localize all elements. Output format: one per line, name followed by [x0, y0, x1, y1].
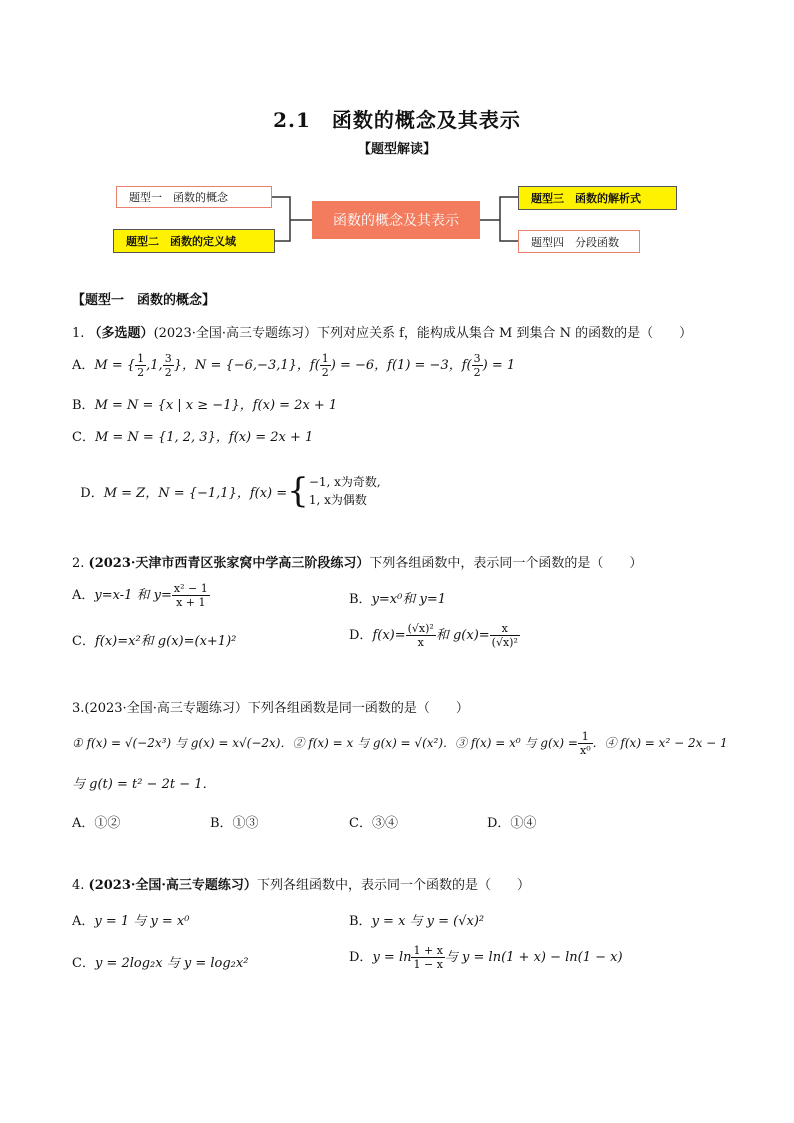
option-math: y = 2log₂x 与 y = log₂x² — [94, 956, 249, 971]
q1-option-d — [72, 458, 381, 511]
case-2: 1, x为偶数 — [308, 493, 367, 507]
q2-text: 下列各组函数中，表示同一个函数的是（ ） — [369, 556, 643, 571]
option-math: y = x 与 y = (√x)² — [371, 914, 485, 929]
q3-text: 下列各组函数是同一函数的是（ ） — [247, 701, 469, 716]
q3-line-2 — [72, 773, 216, 792]
q2-source: (2023·天津市西青区张家窝中学高三阶段练习） — [88, 556, 370, 571]
q2-option-a — [72, 582, 210, 609]
fraction: $\frac{3}{2}$ — [473, 352, 481, 379]
option-label: B． — [72, 398, 95, 413]
q4-option-b — [349, 910, 484, 929]
q3-line-1 — [72, 730, 728, 757]
q1-number: 1. — [72, 326, 85, 341]
option-label: D． — [80, 485, 104, 501]
q4-stem — [72, 874, 530, 893]
q3-option-a: A．①② — [72, 816, 121, 831]
option-math: f(x)=x²和 g(x)=(x+1)² — [94, 634, 237, 649]
q3-source: (2023·全国·高三专题练习） — [84, 701, 248, 716]
option-label: A． — [72, 914, 95, 929]
q4-option-d — [349, 944, 623, 971]
q1-option-c — [72, 426, 313, 445]
option-math: ) = −6，f(1) = −3，f( — [330, 358, 472, 373]
option-label: C． — [72, 430, 95, 445]
q4-text: 下列各组函数中，表示同一个函数的是（ ） — [256, 878, 530, 893]
option-math: }，N = {−6,−3,1}，f( — [173, 358, 320, 373]
option-math: 与 g(t) = t² − 2t − 1． — [72, 777, 216, 792]
option-math: M = Z，N = {−1,1}，f(x) = — [103, 485, 288, 501]
q1-stem — [72, 322, 692, 341]
mindmap-connectors — [0, 0, 794, 300]
q2-option-d — [349, 622, 520, 649]
q4-number: 4. — [72, 878, 85, 893]
option-math: ．④ f(x) = x² − 2x − 1 — [592, 736, 728, 750]
section-heading: 【题型一 函数的概念】 — [72, 293, 216, 308]
option-label: A． — [72, 358, 95, 373]
q2-number: 2. — [72, 556, 85, 571]
option-math: M = N = {x | x ≥ −1}，f(x) = 2x + 1 — [94, 398, 338, 413]
q2-option-c — [72, 630, 236, 649]
q3-option-b: B．①③ — [210, 816, 259, 831]
fraction: $\frac{1}{2}$ — [321, 352, 329, 379]
option-math: M = { — [94, 358, 136, 373]
q1-source: (2023·全国·高三专题练习） — [153, 326, 317, 341]
q1-tag: （多选题） — [88, 326, 154, 341]
case-1: −1, x为奇数, — [308, 475, 381, 489]
option-label: C． — [72, 634, 95, 649]
q2-option-b — [349, 588, 446, 607]
option-label: C． — [72, 956, 95, 971]
fraction: $\frac{1}{\text{x⁰}}$ — [579, 730, 591, 757]
fraction: $\frac{1}{2}$ — [137, 352, 145, 379]
option-math: y = 1 与 y = x⁰ — [94, 914, 190, 929]
fraction: $\frac{1 + x}{1 - x}$ — [413, 944, 443, 971]
option-math: y=x⁰和 y=1 — [371, 592, 446, 607]
option-math: y=x-1 和 y= — [94, 588, 172, 603]
mindmap-node-type1: 题型一 函数的概念 — [116, 186, 272, 208]
option-label: A． — [72, 588, 95, 603]
q2-stem — [72, 552, 642, 571]
q3-number: 3. — [72, 701, 85, 716]
option-label: D． — [349, 950, 373, 965]
option-math: ,1, — [146, 358, 163, 373]
piecewise-cases — [309, 473, 381, 509]
fraction: $\frac{\text{x² − 1}}{x + 1}$ — [173, 582, 208, 609]
q3-option-c: C．③④ — [349, 816, 398, 831]
option-math: y = ln — [372, 950, 412, 965]
q3-stem — [72, 697, 469, 716]
brace-icon: { — [287, 471, 309, 511]
q4-option-a — [72, 910, 189, 929]
q1-text: 下列对应关系 f，能构成从集合 M 到集合 N 的函数的是（ ） — [316, 326, 693, 341]
q3-option-d: D．①④ — [487, 816, 537, 831]
option-math: ① f(x) = √(−2x³) 与 g(x) = x√(−2x)．② f(x) = x 与 g(x) = √(x²)．③ f(x) = x⁰ 与 g(x) = — [72, 736, 578, 750]
page-subtitle: 【题型解读】 — [357, 142, 436, 157]
q1-option-a — [72, 352, 515, 379]
mindmap-node-type3: 题型三 函数的解析式 — [518, 186, 677, 210]
q4-source: (2023·全国·高三专题练习） — [88, 878, 257, 893]
page-title: 2.1 函数的概念及其表示 — [273, 108, 521, 132]
fraction: $\frac{3}{2}$ — [164, 352, 172, 379]
option-label: B． — [349, 914, 372, 929]
option-math: ) = 1 — [482, 358, 516, 373]
fraction: $\frac{\text{(√x)²}}{x}$ — [407, 622, 434, 649]
option-math: f(x)= — [372, 628, 406, 643]
fraction: $\frac{x}{\text{(√x)²}}$ — [491, 622, 518, 649]
option-math: 和 g(x)= — [435, 628, 490, 643]
option-math: 与 y = ln(1 + x) − ln(1 − x) — [444, 950, 623, 965]
option-label: B． — [349, 592, 372, 607]
q4-option-c — [72, 952, 248, 971]
mindmap-center-node: 函数的概念及其表示 — [312, 201, 480, 239]
q1-option-b — [72, 394, 337, 413]
option-math: M = N = {1, 2, 3}，f(x) = 2x + 1 — [94, 430, 314, 445]
option-label: D． — [349, 628, 373, 643]
mindmap-node-type4: 题型四 分段函数 — [518, 230, 640, 253]
mindmap-node-type2: 题型二 函数的定义域 — [113, 229, 275, 253]
